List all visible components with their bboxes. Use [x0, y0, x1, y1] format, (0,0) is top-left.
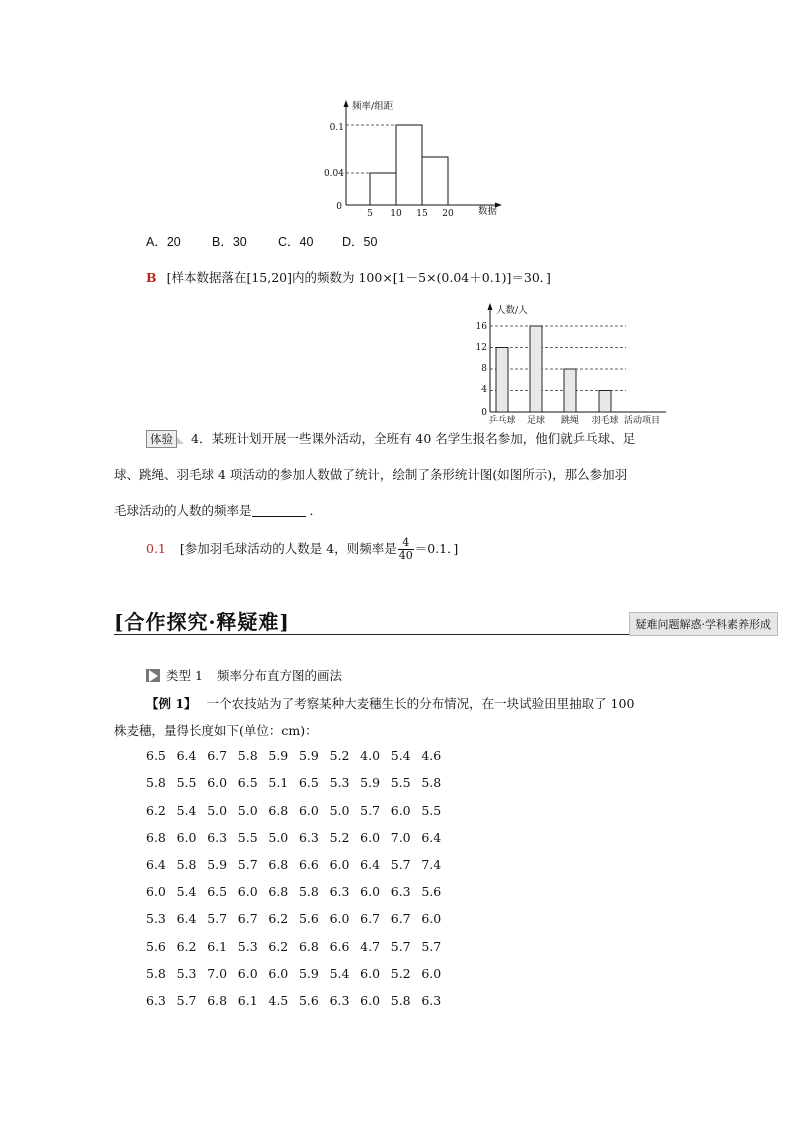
- example-1-line1: [146, 694, 634, 712]
- data-row: [146, 748, 452, 763]
- hist-x-tick-10: 10: [390, 209, 402, 219]
- data-cell: 6.5: [207, 884, 228, 899]
- data-cell: 5.3: [329, 775, 350, 790]
- activity-bar: [496, 348, 508, 413]
- data-cell: 5.2: [390, 966, 411, 981]
- data-cell: 6.2: [268, 911, 289, 926]
- data-cell: 5.3: [146, 911, 166, 926]
- data-cell: 5.8: [298, 884, 319, 899]
- hist-x-tick-5: 5: [367, 209, 373, 219]
- answer-4-text: [参加羽毛球活动的人数是 4，则频率是: [179, 541, 397, 556]
- data-cell: 5.7: [421, 939, 442, 954]
- data-cell: 6.7: [390, 911, 411, 926]
- data-cell: 6.6: [298, 857, 319, 872]
- data-cell: 6.2: [146, 803, 166, 818]
- activity-bar: [599, 391, 611, 413]
- data-cell: 6.8: [146, 830, 166, 845]
- data-cell: 5.0: [329, 803, 350, 818]
- data-cell: 4.7: [360, 939, 381, 954]
- experience-4-line3: [114, 501, 322, 519]
- type-1-label: 类型 1: [166, 668, 203, 683]
- experience-4-line2: 球、跳绳、羽毛球 4 项活动的参加人数做了统计，绘制了条形统计图(如图所示)，那么参加羽: [114, 467, 628, 482]
- bar-x-label: 活动项目: [624, 416, 661, 426]
- data-cell: 6.3: [390, 884, 411, 899]
- data-cell: 6.8: [268, 803, 289, 818]
- activity-bar-chart: [474, 300, 674, 426]
- data-cell: 5.9: [268, 748, 289, 763]
- data-cell: 6.3: [298, 830, 319, 845]
- data-cell: 5.0: [207, 803, 228, 818]
- data-row: [146, 884, 452, 899]
- bar-y-tick-16: 16: [475, 322, 487, 332]
- data-cell: 6.7: [360, 911, 381, 926]
- data-cell: 5.7: [237, 857, 258, 872]
- data-cell: 6.8: [298, 939, 319, 954]
- data-row: [146, 911, 452, 926]
- data-cell: 6.0: [207, 775, 228, 790]
- data-cell: 5.6: [298, 993, 319, 1008]
- data-cell: 6.0: [329, 857, 350, 872]
- data-cell: 5.1: [268, 775, 289, 790]
- answer-4: [146, 537, 458, 562]
- data-cell: 7.4: [421, 857, 442, 872]
- data-cell: 6.0: [390, 803, 411, 818]
- data-cell: 4.0: [360, 748, 381, 763]
- hist-y-tick-0.04: 0.04: [323, 169, 344, 179]
- data-cell: 6.7: [207, 748, 228, 763]
- hist-y-tick-0.1: 0.1: [329, 123, 344, 133]
- example-1-line2: 株麦穗，量得长度如下(单位：cm)：: [114, 723, 318, 738]
- data-row: [146, 830, 452, 845]
- hist-x-tick-20: 20: [442, 209, 454, 219]
- data-cell: 6.7: [237, 911, 258, 926]
- answer-blank: [252, 504, 306, 517]
- data-row: [146, 966, 452, 981]
- data-cell: 5.8: [146, 966, 166, 981]
- data-cell: 6.3: [329, 884, 350, 899]
- bar-category-football: 足球: [526, 416, 546, 426]
- type-1-title: 频率分布直方图的画法: [216, 668, 342, 683]
- data-cell: 5.7: [390, 857, 411, 872]
- hist-bar: [370, 173, 396, 205]
- data-cell: 5.4: [176, 884, 197, 899]
- data-cell: 6.4: [360, 857, 381, 872]
- data-cell: 5.4: [329, 966, 350, 981]
- data-cell: 6.0: [421, 966, 442, 981]
- hist-bar: [396, 125, 422, 205]
- bar-category-pingpong: 乒乓球: [488, 416, 516, 426]
- data-cell: 6.3: [329, 993, 350, 1008]
- experience-number: 4: [191, 431, 199, 446]
- data-cell: 6.5: [298, 775, 319, 790]
- bar-category-jumprope: 跳绳: [560, 416, 580, 426]
- experience-text-3: 毛球活动的人数的频率是: [114, 503, 252, 518]
- data-cell: 5.4: [390, 748, 411, 763]
- answer-4-value: 0.1: [146, 541, 166, 556]
- data-row: [146, 939, 452, 954]
- data-cell: 6.8: [207, 993, 228, 1008]
- choice-c: C．40: [278, 235, 314, 249]
- data-cell: 5.2: [329, 748, 350, 763]
- bar-y-tick-12: 12: [475, 343, 487, 353]
- data-cell: 6.0: [268, 966, 289, 981]
- hist-x-label: 数据: [478, 206, 498, 217]
- data-cell: 6.0: [237, 966, 258, 981]
- data-cell: 5.9: [298, 748, 319, 763]
- data-cell: 5.6: [421, 884, 442, 899]
- data-cell: 5.7: [360, 803, 381, 818]
- data-cell: 6.0: [176, 830, 197, 845]
- bar-y-tick-4: 4: [481, 385, 487, 395]
- experience-text-1: ．某班计划开展一些课外活动，全班有 40 名学生报名参加，他们就乒乓球、足: [198, 431, 636, 446]
- bar-y-tick-8: 8: [481, 364, 487, 374]
- data-cell: 6.0: [298, 803, 319, 818]
- data-cell: 6.5: [146, 748, 166, 763]
- data-cell: 6.4: [421, 830, 442, 845]
- hist-bar: [422, 157, 448, 205]
- play-triangle-icon: [146, 669, 160, 682]
- section-tag: 疑难问题解惑·学科素养形成: [629, 612, 779, 636]
- data-cell: 5.6: [298, 911, 319, 926]
- frequency-histogram: [320, 95, 510, 220]
- choice-a: A．20: [146, 235, 181, 249]
- data-cell: 5.5: [237, 830, 258, 845]
- data-cell: 6.0: [421, 911, 442, 926]
- data-cell: 5.8: [421, 775, 442, 790]
- data-row: [146, 993, 452, 1008]
- experience-badge-mark: [177, 437, 184, 444]
- data-cell: 5.7: [207, 911, 228, 926]
- hist-y-label: 频率/组距: [352, 101, 394, 112]
- experience-text-3-end: ．: [309, 503, 323, 518]
- data-cell: 6.4: [146, 857, 166, 872]
- data-cell: 6.0: [360, 966, 381, 981]
- data-cell: 6.0: [360, 830, 381, 845]
- bar-category-badminton: 羽毛球: [591, 416, 619, 426]
- data-cell: 6.3: [421, 993, 442, 1008]
- data-cell: 6.0: [329, 911, 350, 926]
- data-cell: 6.4: [176, 748, 197, 763]
- experience-badge: 体验: [146, 430, 177, 448]
- data-cell: 4.5: [268, 993, 289, 1008]
- answer-4-fraction: [398, 537, 414, 562]
- hist-y-tick-0: 0: [336, 202, 342, 212]
- data-cell: 6.2: [268, 939, 289, 954]
- choice-b: B．30: [212, 235, 247, 249]
- data-cell: 5.7: [176, 993, 197, 1008]
- data-cell: 5.2: [329, 830, 350, 845]
- data-cell: 6.3: [207, 830, 228, 845]
- answer-4-text-end: ＝0.1．]: [414, 541, 459, 556]
- data-cell: 5.8: [390, 993, 411, 1008]
- data-row: [146, 857, 452, 872]
- data-cell: 5.8: [146, 775, 166, 790]
- data-cell: 5.3: [237, 939, 258, 954]
- data-cell: 6.0: [146, 884, 166, 899]
- data-cell: 5.5: [176, 775, 197, 790]
- example-1-text-1: 一个农技站为了考察某种大麦穗生长的分布情况，在一块试验田里抽取了 100: [206, 696, 635, 711]
- activity-bar: [564, 369, 576, 412]
- data-cell: 6.4: [176, 911, 197, 926]
- data-cell: 5.5: [390, 775, 411, 790]
- data-cell: 5.8: [237, 748, 258, 763]
- data-cell: 5.9: [360, 775, 381, 790]
- data-cell: 5.6: [146, 939, 166, 954]
- data-cell: 5.0: [268, 830, 289, 845]
- data-cell: 6.0: [360, 884, 381, 899]
- bar-y-label: 人数/人: [496, 305, 528, 316]
- data-cell: 6.5: [237, 775, 258, 790]
- data-row: [146, 803, 452, 818]
- data-cell: 6.6: [329, 939, 350, 954]
- data-cell: 6.3: [146, 993, 166, 1008]
- example-1-tag: 【例 1】: [146, 696, 197, 711]
- data-cell: 6.8: [268, 884, 289, 899]
- fraction-numerator: 4: [398, 537, 414, 550]
- data-cell: 6.0: [237, 884, 258, 899]
- data-cell: 4.6: [421, 748, 442, 763]
- fraction-denominator: 40: [398, 549, 413, 562]
- data-row: [146, 775, 452, 790]
- activity-bar: [530, 326, 542, 412]
- answer-3: [146, 268, 551, 286]
- data-cell: 7.0: [390, 830, 411, 845]
- choices-row: [146, 232, 377, 250]
- bar-y-tick-0: 0: [481, 408, 487, 418]
- section-title: [合作探究·释疑难]: [114, 610, 290, 634]
- experience-4-line1: [146, 429, 635, 448]
- data-cell: 5.9: [207, 857, 228, 872]
- data-cell: 6.8: [268, 857, 289, 872]
- data-cell: 6.0: [360, 993, 381, 1008]
- type-1-heading: [146, 666, 342, 684]
- data-cell: 6.2: [176, 939, 197, 954]
- data-cell: 5.7: [390, 939, 411, 954]
- answer-3-explanation: [样本数据落在[15,20]内的频数为 100×[1－5×(0.04＋0.1)]＝30．]: [166, 270, 551, 285]
- data-cell: 6.1: [237, 993, 258, 1008]
- data-cell: 5.5: [421, 803, 442, 818]
- data-cell: 5.4: [176, 803, 197, 818]
- data-cell: 5.8: [176, 857, 197, 872]
- data-cell: 7.0: [207, 966, 228, 981]
- answer-3-letter: B: [146, 270, 157, 285]
- choice-d: D．50: [342, 235, 378, 249]
- data-cell: 5.0: [237, 803, 258, 818]
- data-cell: 6.1: [207, 939, 228, 954]
- data-cell: 5.3: [176, 966, 197, 981]
- bar-y-arrow: [488, 303, 493, 310]
- hist-y-arrow: [344, 100, 349, 107]
- hist-x-tick-15: 15: [416, 209, 428, 219]
- data-cell: 5.9: [298, 966, 319, 981]
